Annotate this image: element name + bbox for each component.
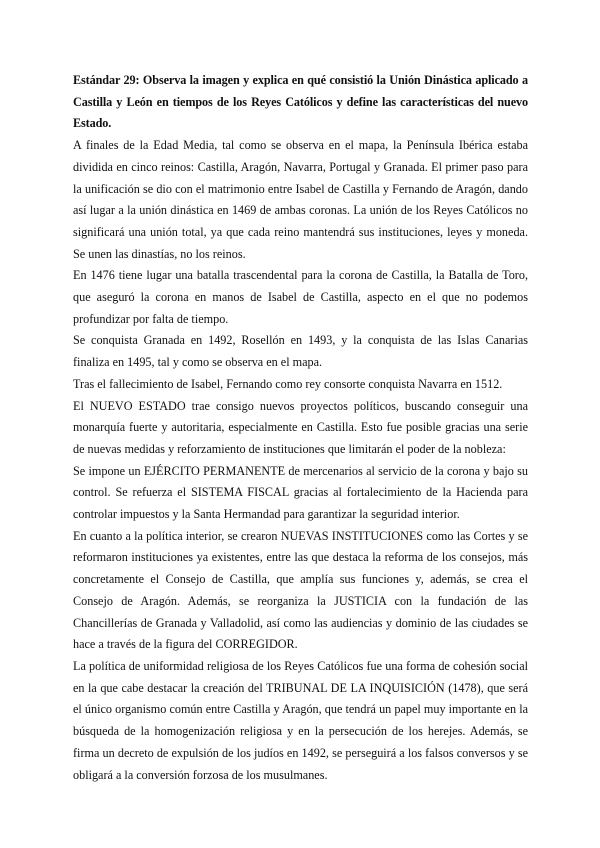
paragraph-conquistas: Se conquista Granada en 1492, Rosellón en 1493, y la conquista de las Islas Canarias finaliza en 1495, tal y como se observa en el mapa. [73, 333, 528, 370]
paragraph-navarra: Tras el fallecimiento de Isabel, Fernando como rey consorte conquista Navarra en 1512. [73, 376, 503, 391]
document-body [73, 70, 528, 786]
paragraph-batalla-toro: En 1476 tiene lugar una batalla trascendental para la corona de Castilla, la Batalla de Toro, que aseguró la corona en manos de Isabel de Castilla, aspecto en el que no podemos profundizar por falta de tiempo. [73, 268, 528, 326]
paragraph-union-dinastica: A finales de la Edad Media, tal como se observa en el mapa, la Península Ibérica estaba dividida en cinco reinos: Castilla, Aragón, Navarra, Portugal y Granada. El primer paso para la unificación se dio con el matrimonio entre Isabel de Castilla y Fernando de Aragón, dando así lugar a la unión dinástica en 1469 de ambas coronas. La unión de los Reyes Católicos no significará una unión total, ya que cada reino mantendrá sus instituciones, leyes y moneda. Se unen las dinastías, no los reinos. [73, 138, 528, 261]
paragraph-ejercito-fiscal: Se impone un EJÉRCITO PERMANENTE de mercenarios al servicio de la corona y bajo su control. Se refuerza el SISTEMA FISCAL gracias al fortalecimiento de la Hacienda para controlar impuestos y la Santa Hermandad para garantizar la seguridad interior. [73, 463, 528, 522]
paragraph-nuevo-estado: El NUEVO ESTADO trae consigo nuevos proyectos políticos, buscando conseguir una monarquía fuerte y autoritaria, especialmente en Castilla. Esto fue posible gracias una serie de nuevas medidas y reforzamiento de instituciones que limitarán el poder de la nobleza: [73, 398, 528, 456]
paragraph-inquisicion: La política de uniformidad religiosa de los Reyes Católicos fue una forma de cohesión social en la que cabe destacar la creación del TRIBUNAL DE LA INQUISICIÓN (1478), que será el único organismo común entre Castilla y Aragón, que tendrá un papel muy importante en la búsqueda de la homogenización religiosa y en la persecución de los herejes. Además, se firma un decreto de expulsión de los judíos en 1492, se perseguirá a los falsos conversos y se obligará a la conversión forzosa de los musulmanes. [73, 658, 528, 782]
standard-heading: Estándar 29: Observa la imagen y explica en qué consistió la Unión Dinástica aplicado a Castilla y León en tiempos de los Reyes Católicos y define las características del nuevo Estado. [73, 73, 528, 131]
paragraph-instituciones: En cuanto a la política interior, se crearon NUEVAS INSTITUCIONES como las Cortes y se reformaron instituciones ya existentes, entre las que destaca la reforma de los consejos, más concretamente el Consejo de Castilla, que amplía sus funciones y, además, se crea el Consejo de Aragón. Además, se reorganiza la JUSTICIA con la fundación de las Chancillerías de Granada y Valladolid, así como las audiencias y dominio de las ciudades se hace a través de la figura del CORREGIDOR. [73, 528, 528, 652]
